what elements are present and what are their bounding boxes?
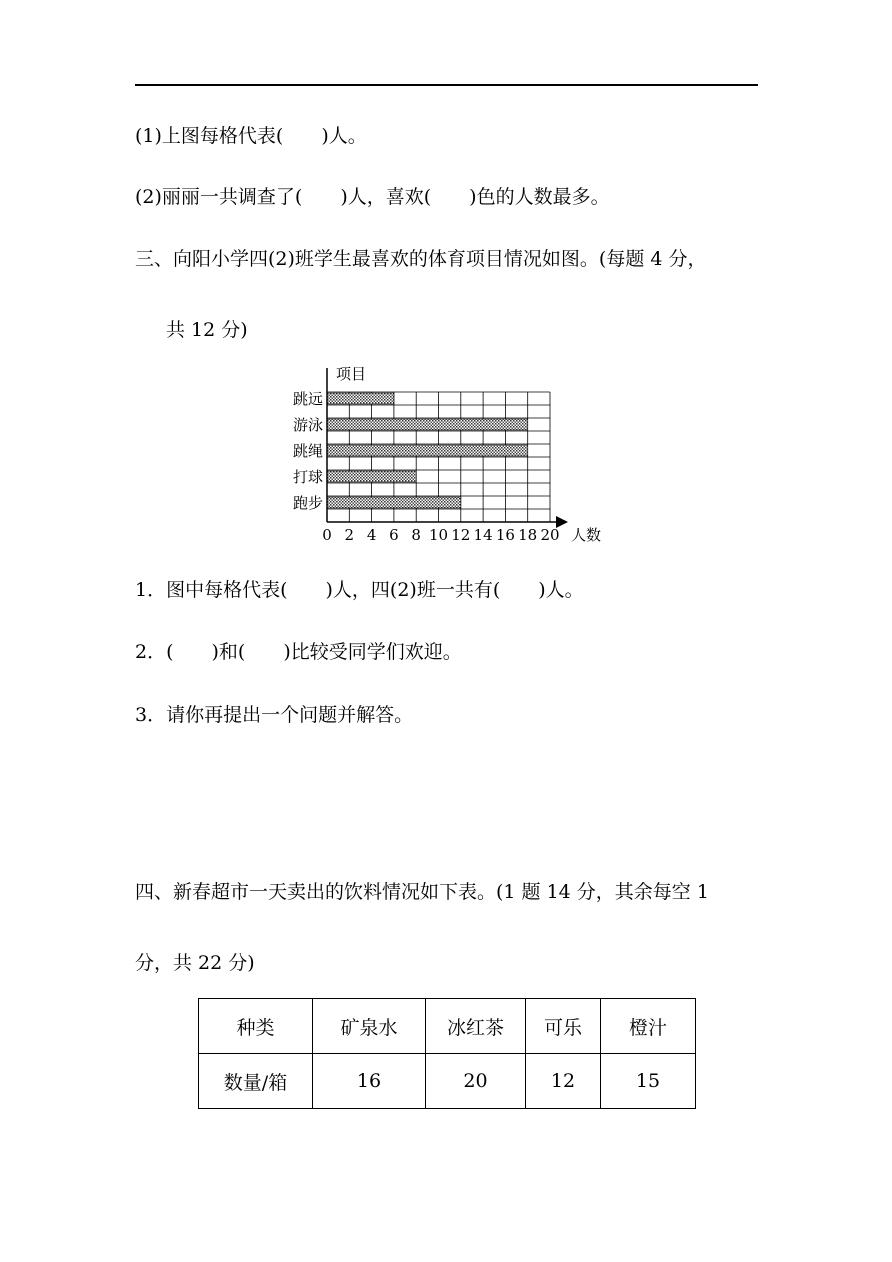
y-axis-title: 项目 [336, 365, 367, 383]
chart-bars [327, 393, 528, 508]
category-label: 打球 [292, 468, 323, 486]
q3-heading-line2: 共 12 分) [166, 319, 248, 341]
x-tick-label: 14 [473, 526, 493, 544]
q3-heading-line1: 三、向阳小学四(2)班学生最喜欢的体育项目情况如图。(每题 4 分， [135, 248, 707, 270]
x-tick-labels [322, 526, 559, 544]
table-cell: 矿泉水 [313, 999, 426, 1054]
bar-1 [327, 393, 394, 404]
q3-question-3: 3．请你再提出一个问题并解答。 [135, 704, 414, 726]
x-tick-label: 8 [411, 526, 421, 544]
category-label: 游泳 [292, 416, 323, 434]
x-tick-label: 18 [518, 526, 538, 544]
x-tick-label: 10 [428, 526, 449, 544]
x-tick-label: 4 [366, 526, 377, 544]
q3-question-2: 2．( )和( )比较受同学们欢迎。 [135, 641, 462, 663]
drinks-table [198, 998, 696, 1109]
q4-heading-line2: 分，共 22 分) [135, 952, 255, 974]
table-cell: 20 [426, 1054, 526, 1109]
bar-5 [327, 497, 461, 508]
q2-sub1: (1)上图每格代表( )人。 [135, 125, 367, 147]
sports-bar-chart [0, 0, 892, 560]
table-cell: 种类 [199, 999, 313, 1054]
table-header-row [199, 999, 696, 1054]
bar-4 [327, 471, 416, 482]
x-tick-label: 0 [322, 526, 332, 544]
category-label: 跳绳 [292, 442, 323, 460]
x-tick-label: 6 [389, 526, 399, 544]
x-tick-label: 20 [540, 526, 560, 544]
table-row [199, 1054, 696, 1109]
table-cell: 16 [313, 1054, 426, 1109]
category-label: 跑步 [292, 494, 323, 512]
table-cell: 12 [526, 1054, 601, 1109]
q4-heading-line1: 四、新春超市一天卖出的饮料情况如下表。(1 题 14 分，其余每空 1 [135, 881, 709, 903]
q3-question-1: 1．图中每格代表( )人，四(2)班一共有( )人。 [135, 579, 584, 601]
bar-3 [327, 445, 528, 456]
table-cell: 橙汁 [601, 999, 696, 1054]
bar-2 [327, 419, 528, 430]
x-tick-label: 12 [451, 526, 471, 544]
table-cell: 15 [601, 1054, 696, 1109]
x-tick-label: 2 [344, 526, 355, 544]
table-cell: 冰红茶 [426, 999, 526, 1054]
category-labels [293, 390, 323, 512]
category-label: 跳远 [292, 390, 323, 408]
table-cell: 数量/箱 [199, 1054, 313, 1109]
table-cell: 可乐 [526, 999, 601, 1054]
q2-sub2: (2)丽丽一共调查了( )人，喜欢( )色的人数最多。 [135, 186, 610, 208]
x-axis-title: 人数 [571, 526, 602, 544]
x-tick-label: 16 [495, 526, 515, 544]
